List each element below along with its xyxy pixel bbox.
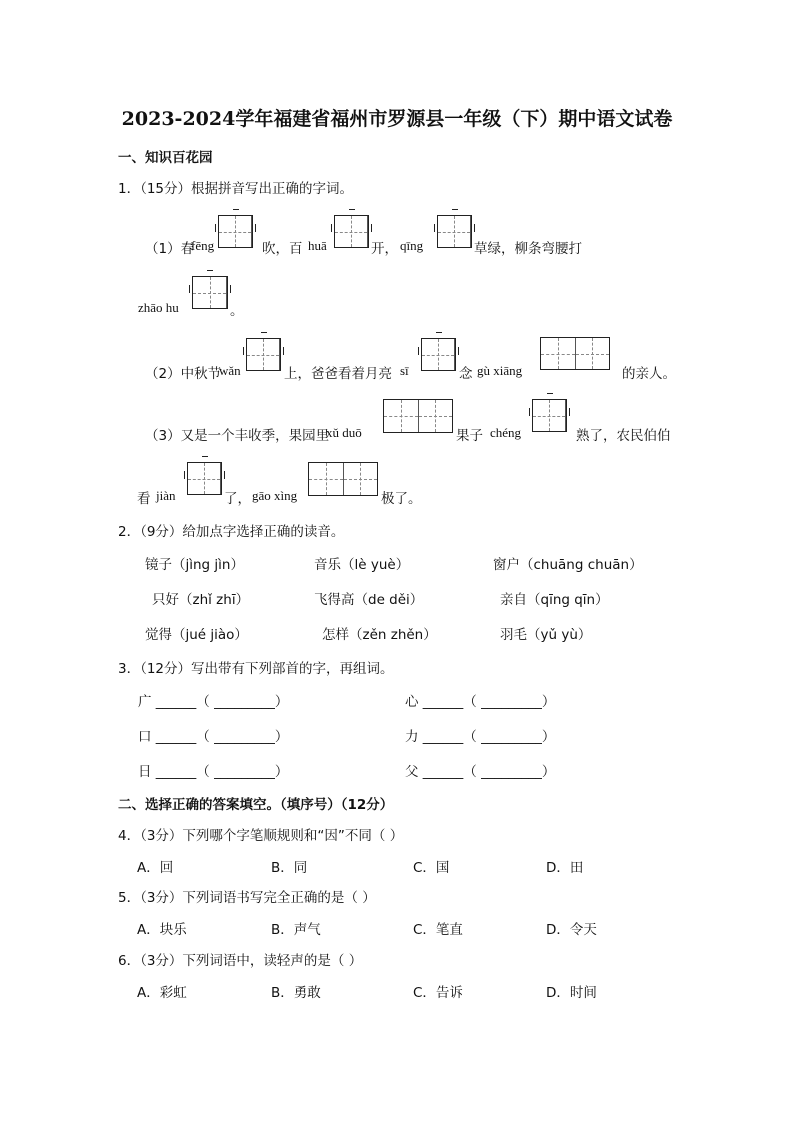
q3-fill-line[interactable]: 口 ______（ _________）	[138, 729, 289, 745]
q2-item[interactable]: 羽毛（yǔ yù）	[500, 627, 592, 643]
answer-box-zhaohu[interactable]	[192, 276, 228, 309]
answer-box-guxiang[interactable]	[540, 337, 610, 370]
q1-line1-text-d: 草绿，柳条弯腰打	[474, 241, 582, 257]
q1-pinyin-zhaohu: zhāo hu	[138, 300, 179, 315]
q4-option-d[interactable]: D．田	[546, 860, 584, 876]
section-1-heading: 一、知识百花园	[118, 150, 213, 166]
answer-box-feng[interactable]	[218, 215, 253, 248]
question-1-stem: 1．（15分）根据拼音写出正确的字词。	[118, 181, 354, 197]
q5-option-c[interactable]: C．笔直	[413, 922, 463, 938]
q6-option-a[interactable]: A．彩虹	[137, 985, 187, 1001]
q4-option-c[interactable]: C．国	[413, 860, 450, 876]
question-3-stem: 3．（12分）写出带有下列部首的字，再组词。	[118, 661, 394, 677]
q1-line1-text-a: （1）春	[145, 241, 195, 257]
q2-item[interactable]: 窗户（chuāng chuān）	[493, 557, 643, 573]
q2-item[interactable]: 镜子（jìng jìn）	[145, 557, 244, 573]
q1-line2-text-a: 。	[230, 303, 244, 319]
q1-pinyin-feng: fēng	[191, 238, 215, 253]
q4-option-a[interactable]: A．回	[137, 860, 174, 876]
q1-line3-text-a: （2）中秋节	[145, 366, 222, 382]
q1-line5-text-c: 极了。	[381, 491, 422, 507]
q6-option-c[interactable]: C．告诉	[413, 985, 463, 1001]
q2-item[interactable]: 觉得（jué jiào）	[145, 627, 248, 643]
q3-fill-line[interactable]: 广 ______（ _________）	[138, 694, 289, 710]
q3-fill-line[interactable]: 父 ______（ _________）	[405, 764, 556, 780]
page-title: 2023-2024学年福建省福州市罗源县一年级（下）期中语文试卷	[121, 108, 673, 130]
answer-box-jian[interactable]	[187, 462, 222, 495]
q1-pinyin-si: sī	[400, 363, 409, 378]
q2-item[interactable]: 飞得高（de děi）	[314, 592, 424, 608]
q3-fill-line[interactable]: 日 ______（ _________）	[138, 764, 289, 780]
q1-pinyin-gaoxing: gāo xìng	[252, 488, 298, 503]
q1-pinyin-jian: jiàn	[156, 488, 176, 503]
question-2-stem: 2．（9分）给加点字选择正确的读音。	[118, 524, 345, 540]
q1-line4-text-c: 熟了，农民伯伯	[576, 428, 671, 444]
answer-box-cheng[interactable]	[532, 399, 567, 432]
q3-fill-line[interactable]: 力 ______（ _________）	[405, 729, 556, 745]
answer-box-xuduo[interactable]	[383, 399, 453, 433]
q4-option-b[interactable]: B．同	[271, 860, 308, 876]
q1-line4-text-b: 果子	[456, 428, 483, 444]
q6-option-b[interactable]: B．勇敢	[271, 985, 321, 1001]
q1-pinyin-hua: huā	[308, 238, 327, 253]
q2-item[interactable]: 亲自（qīng qīn）	[500, 592, 609, 608]
q1-line5-text-a: 看	[137, 491, 151, 507]
answer-box-qing[interactable]	[437, 215, 472, 248]
q2-item[interactable]: 只好（zhǐ zhī）	[152, 592, 250, 608]
q1-pinyin-guxiang: gù xiāng	[477, 363, 523, 378]
q5-option-a[interactable]: A．块乐	[137, 922, 187, 938]
q2-item[interactable]: 怎样（zěn zhěn）	[322, 627, 437, 643]
q1-pinyin-xuduo: xǔ duō	[326, 425, 362, 440]
q1-line3-text-b: 上，爸爸看着月亮	[284, 366, 392, 382]
answer-box-si[interactable]	[421, 338, 456, 371]
q1-line3-text-c: 念	[459, 366, 473, 382]
question-5-stem: 5．（3分）下列词语书写完全正确的是（ ）	[118, 890, 376, 906]
q1-pinyin-qing: qīng	[400, 238, 424, 253]
q1-pinyin-wan: wǎn	[219, 363, 241, 378]
answer-box-hua[interactable]	[334, 215, 369, 248]
q1-line4-text-a: （3）又是一个丰收季，果园里	[145, 428, 330, 444]
q3-fill-line[interactable]: 心 ______（ _________）	[405, 694, 556, 710]
question-6-stem: 6．（3分）下列词语中，读轻声的是（ ）	[118, 953, 363, 969]
q6-option-d[interactable]: D．时间	[546, 985, 597, 1001]
q2-item[interactable]: 音乐（lè yuè）	[314, 557, 410, 573]
q1-line5-text-b: 了，	[224, 491, 251, 507]
question-4-stem: 4．（3分）下列哪个字笔顺规则和“因”不同（ ）	[118, 828, 404, 844]
q1-pinyin-cheng: chéng	[490, 425, 522, 440]
answer-box-gaoxing[interactable]	[308, 462, 378, 496]
section-2-heading: 二、选择正确的答案填空。（填序号）（12分）	[118, 797, 394, 813]
q5-option-b[interactable]: B．声气	[271, 922, 321, 938]
answer-box-wan[interactable]	[246, 338, 281, 371]
q5-option-d[interactable]: D．令天	[546, 922, 597, 938]
q1-line3-text-d: 的亲人。	[622, 366, 676, 382]
q1-line1-text-b: 吹，百	[262, 241, 303, 257]
q1-line1-text-c: 开，	[371, 241, 398, 257]
